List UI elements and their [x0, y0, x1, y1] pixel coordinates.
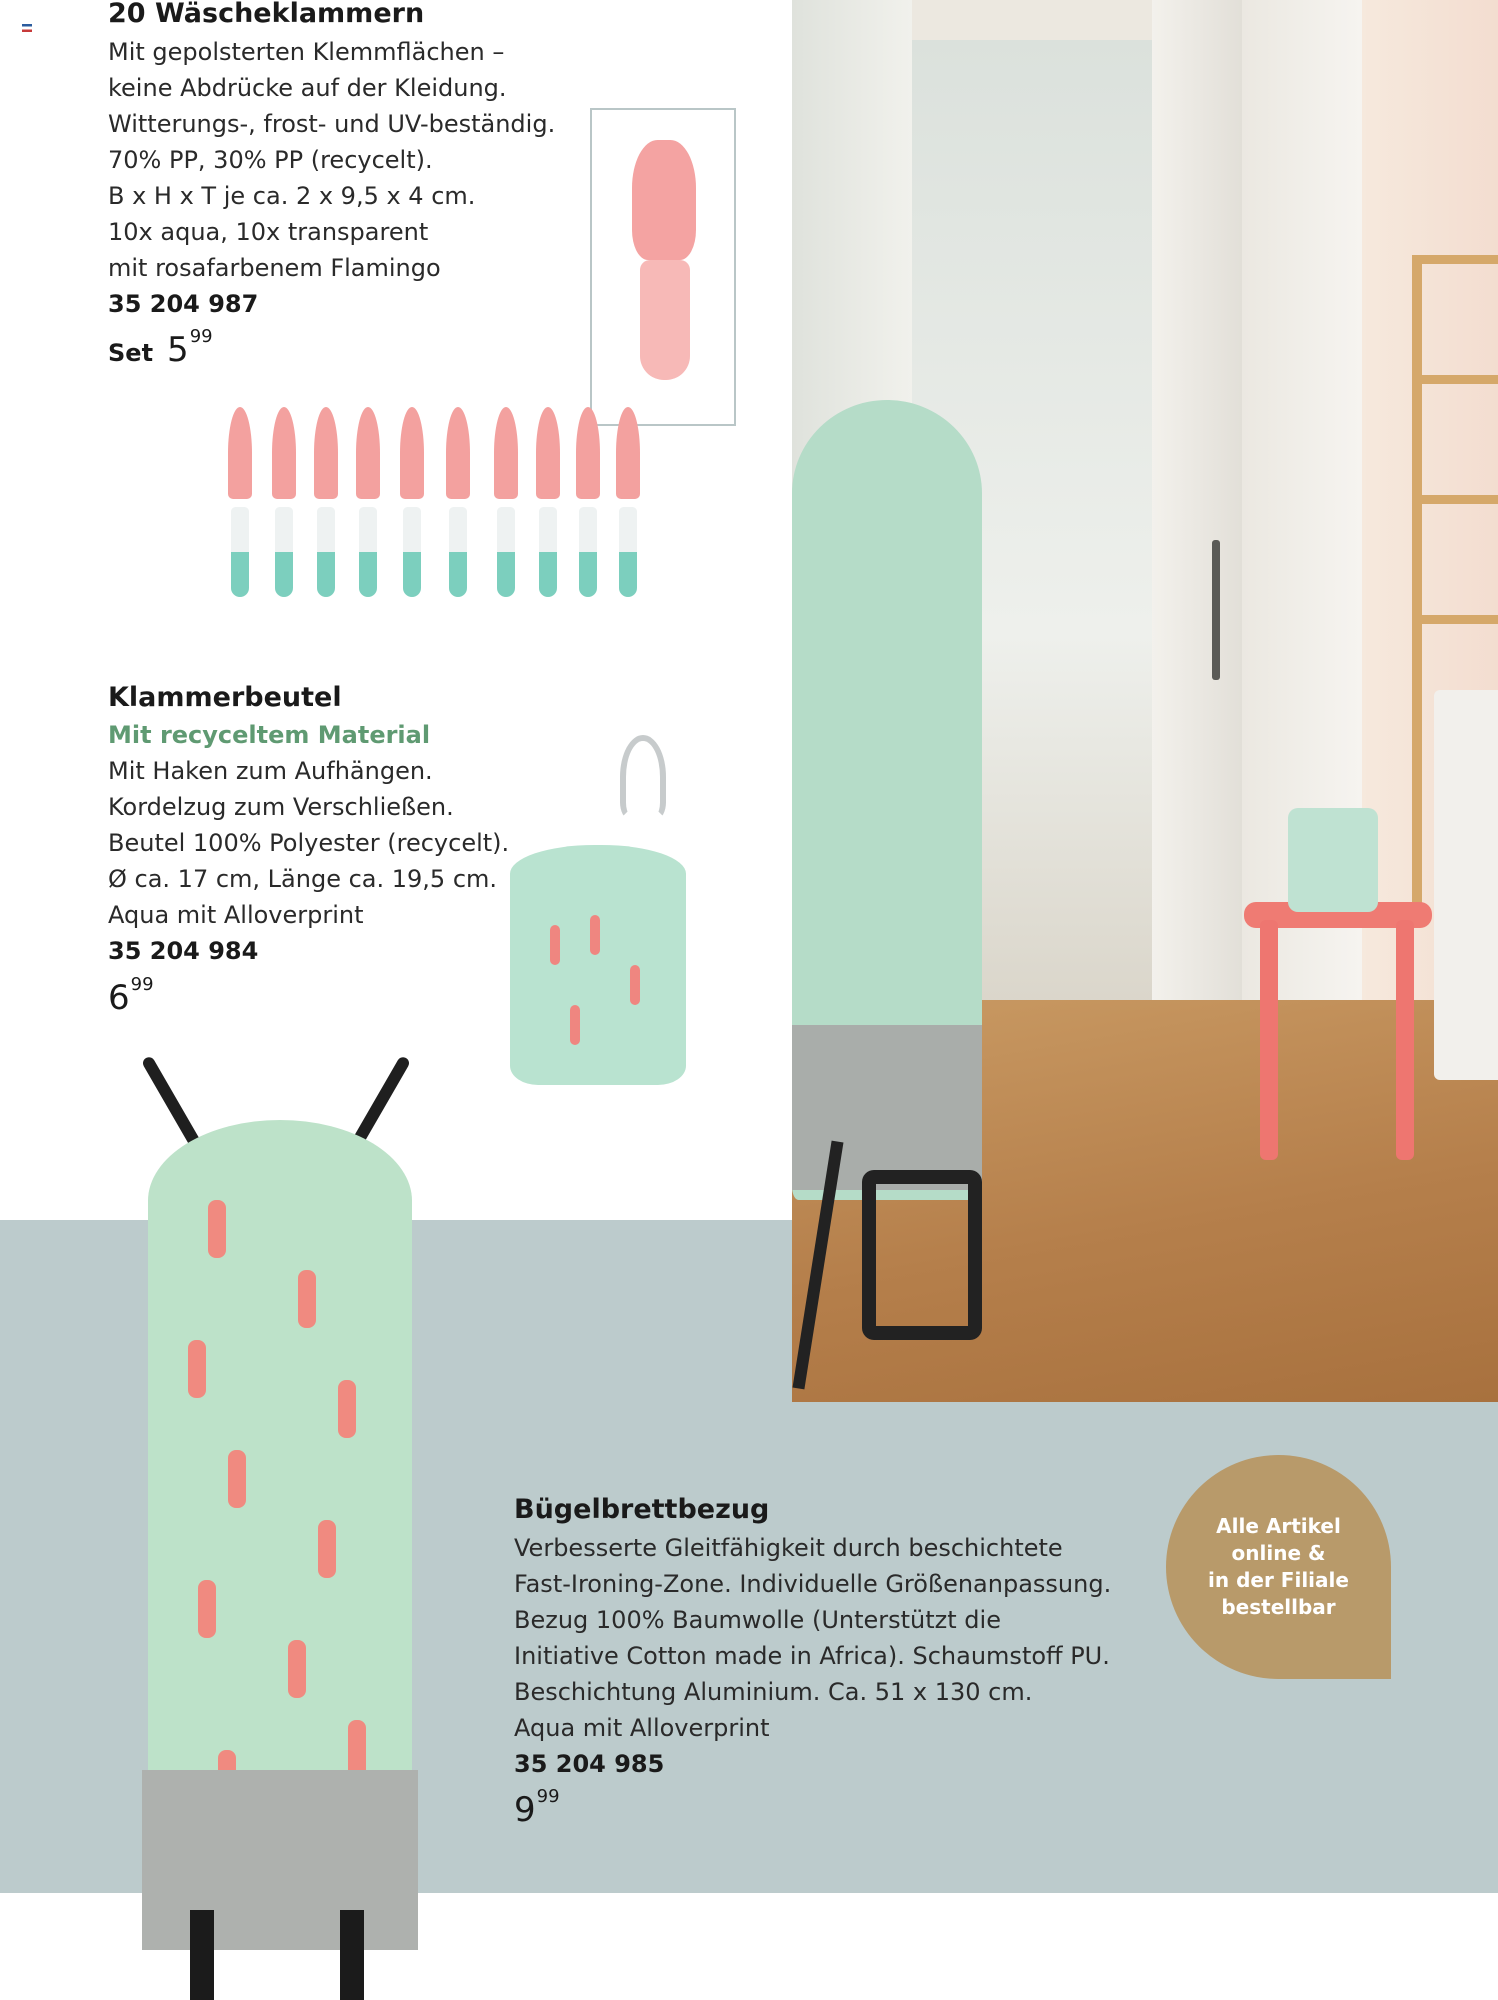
clips-line: 10x aqua, 10x transparent — [108, 218, 429, 246]
ironing-board-image — [140, 1050, 420, 2000]
clips-line: 70% PP, 30% PP (recycelt). — [108, 146, 433, 174]
bag-price-cents: 99 — [130, 974, 154, 995]
clips-sku: 35 204 987 — [108, 290, 259, 318]
cover-price-main: 9 — [514, 1790, 536, 1830]
clips-price — [108, 326, 213, 370]
availability-seal — [1166, 1455, 1391, 1679]
cover-line: Beschichtung Aluminium. Ca. 51 x 130 cm. — [514, 1678, 1033, 1706]
cover-price-cents: 99 — [536, 1786, 560, 1807]
clips-product-image — [224, 405, 660, 605]
cover-sku: 35 204 985 — [514, 1750, 665, 1778]
seal-line: online & — [1231, 1541, 1326, 1565]
bag-line: Beutel 100% Polyester (recycelt). — [108, 829, 510, 857]
clips-line: keine Abdrücke auf der Kleidung. — [108, 74, 507, 102]
clips-price-main: 5 — [167, 330, 189, 370]
seal-text — [1166, 1513, 1391, 1621]
cover-line: Bezug 100% Baumwolle (Unterstützt die — [514, 1606, 1001, 1634]
seal-line: Alle Artikel — [1216, 1514, 1341, 1538]
seal-line: in der Filiale — [1208, 1568, 1349, 1592]
cover-line: Aqua mit Alloverprint — [514, 1714, 770, 1742]
clips-price-prefix: Set — [108, 339, 154, 367]
bag-description — [108, 717, 509, 969]
clip-detail-image — [590, 108, 736, 426]
bag-line: Mit Haken zum Aufhängen. — [108, 757, 433, 785]
cover-line: Initiative Cotton made in Africa). Schaumstoff PU. — [514, 1642, 1110, 1670]
language-flag-icon — [22, 24, 32, 32]
bag-product-image — [510, 735, 686, 1085]
bag-title: Klammerbeutel — [108, 682, 342, 713]
clips-line: Mit gepolsterten Klemmflächen – — [108, 38, 505, 66]
bag-subtitle: Mit recyceltem Material — [108, 721, 431, 749]
seal-line: bestellbar — [1221, 1595, 1336, 1619]
clips-line: mit rosafarbenem Flamingo — [108, 254, 441, 282]
cover-title: Bügelbrettbezug — [514, 1494, 770, 1525]
clips-price-cents: 99 — [189, 326, 213, 347]
cover-line: Verbesserte Gleitfähigkeit durch beschichtete — [514, 1534, 1063, 1562]
cover-description — [514, 1530, 1111, 1782]
bag-price-main: 6 — [108, 978, 130, 1018]
clips-description — [108, 34, 555, 322]
bag-line: Kordelzug zum Verschließen. — [108, 793, 454, 821]
clips-line: B x H x T je ca. 2 x 9,5 x 4 cm. — [108, 182, 476, 210]
clips-title: 20 Wäscheklammern — [108, 0, 425, 29]
bag-line: Aqua mit Alloverprint — [108, 901, 364, 929]
bag-line: Ø ca. 17 cm, Länge ca. 19,5 cm. — [108, 865, 498, 893]
cover-price — [514, 1786, 560, 1830]
clips-line: Witterungs-, frost- und UV-beständig. — [108, 110, 556, 138]
bag-sku: 35 204 984 — [108, 937, 259, 965]
bag-price — [108, 974, 154, 1018]
cover-line: Fast-Ironing-Zone. Individuelle Größenanpassung. — [514, 1570, 1112, 1598]
room-photo — [792, 0, 1498, 1402]
